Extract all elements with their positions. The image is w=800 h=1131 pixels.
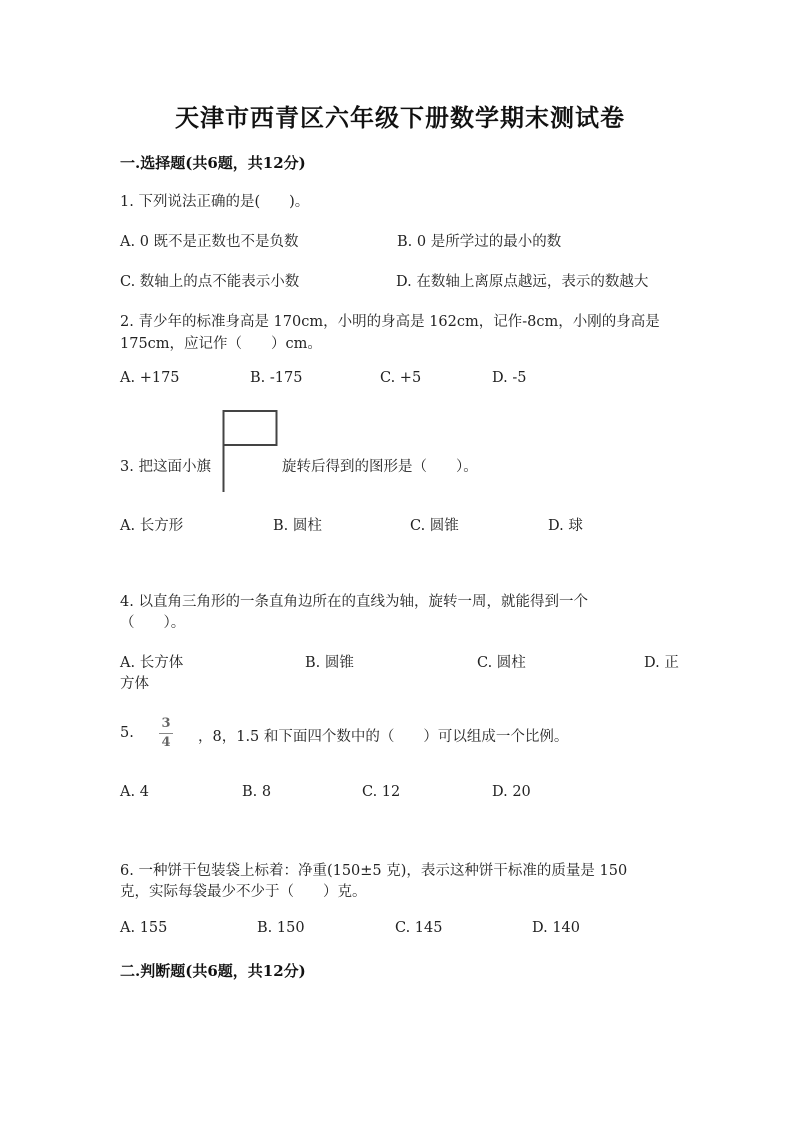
q5-option-b: B. 8 <box>242 784 272 800</box>
flag-figure <box>222 410 278 492</box>
q4-option-d-continued: 方体 <box>120 676 149 692</box>
q1-option-b: B. 0 是所学过的最小的数 <box>397 234 562 250</box>
q6-option-c: C. 145 <box>395 920 443 936</box>
q4-option-b: B. 圆锥 <box>305 655 354 671</box>
fraction-denominator: 4 <box>161 735 171 750</box>
q2-option-b: B. -175 <box>250 370 303 386</box>
fraction-bar <box>159 733 173 734</box>
question-4-line-1: 4. 以直角三角形的一条直角边所在的直线为轴，旋转一周，就能得到一个 <box>120 594 588 610</box>
question-2-line-1: 2. 青少年的标准身高是 170cm，小明的身高是 162cm，记作-8cm，小刚的身高是 <box>120 314 660 330</box>
q5-option-a: A. 4 <box>120 784 149 800</box>
q2-option-d: D. -5 <box>492 370 527 386</box>
q2-option-c: C. +5 <box>380 370 422 386</box>
question-4-line-2: （ ）。 <box>120 615 186 631</box>
question-3-suffix: 旋转后得到的图形是（ ）。 <box>282 459 478 475</box>
q1-option-d: D. 在数轴上离原点越远，表示的数越大 <box>396 274 649 290</box>
q3-option-b: B. 圆柱 <box>273 518 322 534</box>
q6-option-a: A. 155 <box>120 920 168 936</box>
q4-option-d: D. 正 <box>644 655 679 671</box>
q3-option-a: A. 长方形 <box>120 518 184 534</box>
q6-option-d: D. 140 <box>532 920 581 936</box>
q3-option-c: C. 圆锥 <box>410 518 459 534</box>
question-1-text: 1. 下列说法正确的是( )。 <box>120 194 310 210</box>
section-heading-true-false: 二.判断题(共6题，共12分) <box>120 962 306 980</box>
q4-option-a: A. 长方体 <box>120 655 184 671</box>
q5-option-d: D. 20 <box>492 784 531 800</box>
question-6-line-1: 6. 一种饼干包装袋上标着：净重(150±5 克)，表示这种饼干标准的质量是 150 <box>120 863 628 879</box>
section-heading-choice: 一.选择题(共6题，共12分) <box>120 154 306 172</box>
question-5-number: 5. <box>120 725 134 741</box>
page-title: 天津市西青区六年级下册数学期末测试卷 <box>175 103 625 132</box>
fraction-three-quarters <box>156 716 176 754</box>
fraction-numerator: 3 <box>161 716 171 731</box>
q1-option-c: C. 数轴上的点不能表示小数 <box>120 274 300 290</box>
q3-option-d: D. 球 <box>548 518 583 534</box>
q4-option-c: C. 圆柱 <box>477 655 526 671</box>
question-6-line-2: 克，实际每袋最少不少于（ ）克。 <box>120 884 367 900</box>
q2-option-a: A. +175 <box>120 370 180 386</box>
question-2-line-2: 175cm，应记作（ ）cm。 <box>120 336 322 352</box>
q5-option-c: C. 12 <box>362 784 401 800</box>
question-3-prefix: 3. 把这面小旗 <box>120 459 211 475</box>
question-5-text: ，8，1.5 和下面四个数中的（ ）可以组成一个比例。 <box>198 729 569 745</box>
q1-option-a: A. 0 既不是正数也不是负数 <box>120 234 299 250</box>
q6-option-b: B. 150 <box>257 920 305 936</box>
